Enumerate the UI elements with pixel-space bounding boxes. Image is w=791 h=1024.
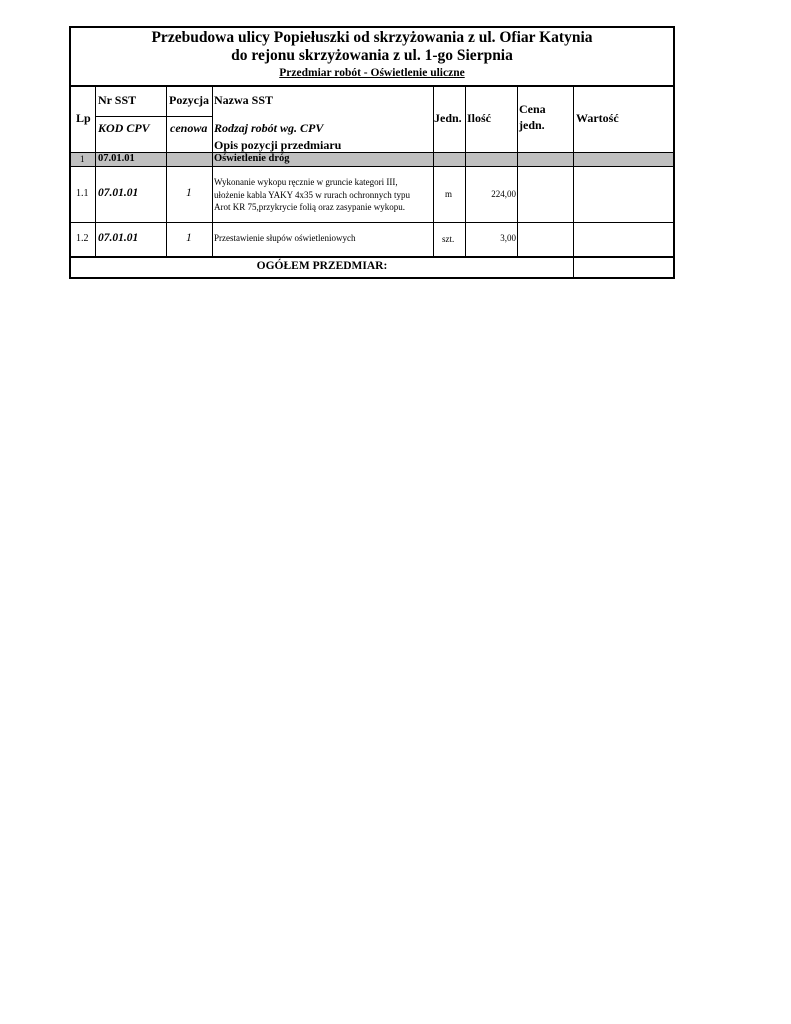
row-line: [71, 222, 673, 223]
row-lp: 1.2: [76, 233, 89, 244]
row-line: [71, 152, 673, 153]
header-kod-cpv: KOD CPV: [98, 121, 150, 135]
header-split-line: [95, 116, 213, 117]
row-description: Przestawienie słupów oświetleniowych: [214, 233, 356, 243]
row-description: [214, 176, 410, 214]
header-ilosc: Ilość: [467, 111, 491, 125]
row-line: [71, 256, 673, 258]
section-code: 07.01.01: [98, 153, 135, 164]
header-cena-2: jedn.: [519, 118, 545, 132]
row-quantity: 3,00: [500, 233, 516, 243]
row-description-line: Wykonanie wykopu ręcznie w gruncie kategori III,: [214, 177, 398, 187]
header-nazwa-sst: Nazwa SST: [214, 93, 274, 107]
section-row-background: [71, 152, 673, 166]
row-unit: szt.: [442, 234, 455, 244]
row-pozycja: 1: [186, 187, 192, 199]
total-label: OGÓŁEM PRZEDMIAR:: [256, 260, 388, 272]
header-wartosc: Wartość: [576, 111, 619, 125]
row-pozycja: 1: [186, 232, 192, 244]
row-quantity: 224,00: [491, 189, 516, 199]
row-code: 07.01.01: [98, 232, 139, 244]
col-divider: [465, 85, 466, 257]
title-line-2: do rejonu skrzyżowania z ul. 1-go Sierpnia: [231, 47, 513, 64]
header-opis: Opis pozycji przedmiaru: [214, 138, 342, 152]
row-code: 07.01.01: [98, 187, 139, 199]
col-divider: [517, 85, 518, 257]
section-name: Oświetlenie dróg: [214, 153, 290, 164]
row-description-line: ułożenie kabla YAKY 4x35 w rurach ochronnych typu: [214, 189, 411, 200]
col-divider: [573, 85, 574, 277]
section-lp: 1: [80, 154, 85, 164]
header-cenowa: cenowa: [170, 121, 208, 135]
header-pozycja: Pozycja: [169, 93, 209, 107]
row-unit: m: [445, 189, 453, 199]
header-lp: Lp: [76, 111, 91, 125]
title-line-1: Przebudowa ulicy Popiełuszki od skrzyżowania z ul. Ofiar Katynia: [151, 29, 593, 46]
col-divider: [212, 85, 213, 257]
estimate-table: [71, 85, 673, 277]
row-description-line: Arot KR 75,przykrycie folią oraz zasypanie wykopu.: [214, 202, 405, 212]
col-divider: [95, 85, 96, 257]
header-jedn: Jedn.: [434, 111, 462, 125]
header-rodzaj: Rodzaj robót wg. CPV: [214, 121, 324, 135]
header-cena-1: Cena: [519, 102, 546, 116]
subtitle: Przedmiar robót - Oświetlenie uliczne: [279, 67, 465, 79]
cost-estimate-sheet: [69, 26, 675, 279]
row-lp: 1.1: [76, 188, 89, 199]
row-line: [71, 166, 673, 167]
header-nr-sst: Nr SST: [98, 93, 137, 107]
col-divider: [166, 85, 167, 257]
title-block: [71, 28, 673, 87]
